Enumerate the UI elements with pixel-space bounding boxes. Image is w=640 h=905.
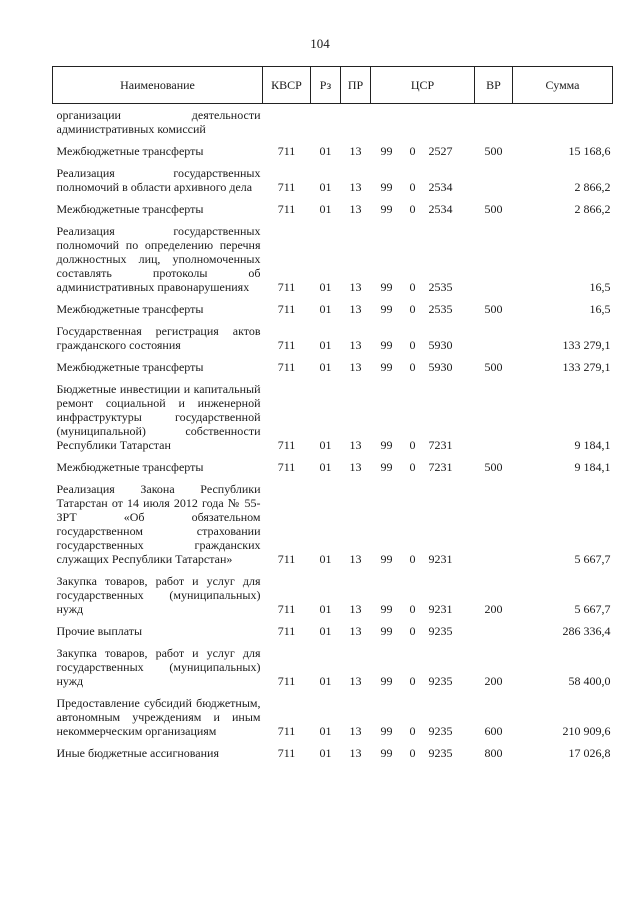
cell-pr bbox=[341, 104, 371, 137]
table-row bbox=[53, 294, 613, 316]
cell-name: Реализация Закона Республики Татарстан от 14 июля 2012 года № 55-ЗРТ «Об обязательном государственном страховании государственных гражданских служащих Республики Татарстан» bbox=[56, 482, 261, 566]
cell-csr3: 9235 bbox=[428, 746, 453, 760]
cell-name: Межбюджетные трансферты bbox=[56, 302, 204, 316]
cell-kvsr: 711 bbox=[277, 724, 296, 738]
page-number: 104 bbox=[310, 36, 330, 51]
cell-vr: 800 bbox=[484, 746, 503, 760]
cell-csr2: 0 bbox=[409, 746, 416, 760]
table-row bbox=[53, 474, 613, 566]
cell-rz: 01 bbox=[319, 302, 332, 316]
cell-csr2: 0 bbox=[409, 144, 416, 158]
cell-name: Межбюджетные трансферты bbox=[56, 202, 204, 216]
cell-pr: 13 bbox=[349, 674, 362, 688]
cell-csr3: 2527 bbox=[428, 144, 453, 158]
cell-pr: 13 bbox=[349, 280, 362, 294]
cell-csr1 bbox=[371, 104, 403, 137]
cell-pr: 13 bbox=[349, 202, 362, 216]
header-kvsr: КВСР bbox=[263, 67, 311, 104]
cell-name: Межбюджетные трансферты bbox=[56, 144, 204, 158]
table-row bbox=[53, 136, 613, 158]
cell-rz: 01 bbox=[319, 624, 332, 638]
cell-name: Бюджетные инвестиции и капитальный ремонт социальной и инженерной инфраструктуры государственной (муниципальной) собственности Республики Татарстан bbox=[56, 382, 261, 452]
cell-csr1: 99 bbox=[380, 280, 393, 294]
cell-csr2: 0 bbox=[409, 280, 416, 294]
cell-name: Реализация государственных полномочий по определению перечня должностных лиц, уполномоченных составлять протоколы об административных правонарушениях bbox=[56, 224, 261, 294]
cell-csr2: 0 bbox=[409, 552, 416, 566]
cell-kvsr: 711 bbox=[277, 602, 296, 616]
cell-name: Закупка товаров, работ и услуг для государственных (муниципальных) нужд bbox=[56, 646, 261, 688]
cell-rz: 01 bbox=[319, 180, 332, 194]
table-row bbox=[53, 104, 613, 137]
cell-sum: 210 909,6 bbox=[562, 724, 611, 738]
cell-csr2: 0 bbox=[409, 438, 416, 452]
cell-rz: 01 bbox=[319, 724, 332, 738]
cell-name: Реализация государственных полномочий в области архивного дела bbox=[56, 166, 261, 194]
cell-pr: 13 bbox=[349, 180, 362, 194]
cell-csr2: 0 bbox=[409, 460, 416, 474]
cell-csr2: 0 bbox=[409, 674, 416, 688]
cell-vr: 500 bbox=[484, 460, 503, 474]
cell-pr: 13 bbox=[349, 624, 362, 638]
table-header bbox=[53, 67, 613, 104]
cell-csr3: 9235 bbox=[428, 674, 453, 688]
cell-kvsr: 711 bbox=[277, 280, 296, 294]
cell-rz: 01 bbox=[319, 460, 332, 474]
cell-sum: 58 400,0 bbox=[568, 674, 611, 688]
header-name: Наименование bbox=[53, 67, 263, 104]
table-row bbox=[53, 638, 613, 688]
cell-pr: 13 bbox=[349, 602, 362, 616]
table-row bbox=[53, 616, 613, 638]
cell-sum: 286 336,4 bbox=[562, 624, 611, 638]
cell-vr: 500 bbox=[484, 360, 503, 374]
cell-pr: 13 bbox=[349, 746, 362, 760]
table-row bbox=[53, 738, 613, 760]
cell-csr1: 99 bbox=[380, 360, 393, 374]
cell-rz: 01 bbox=[319, 202, 332, 216]
header-csr: ЦСР bbox=[371, 67, 475, 104]
cell-kvsr: 711 bbox=[277, 360, 296, 374]
cell-csr3: 9235 bbox=[428, 724, 453, 738]
cell-csr1: 99 bbox=[380, 460, 393, 474]
cell-rz: 01 bbox=[319, 552, 332, 566]
header-pr: ПР bbox=[341, 67, 371, 104]
cell-vr: 500 bbox=[484, 144, 503, 158]
cell-vr bbox=[475, 316, 513, 352]
cell-sum: 9 184,1 bbox=[574, 460, 611, 474]
cell-pr: 13 bbox=[349, 438, 362, 452]
cell-csr1: 99 bbox=[380, 552, 393, 566]
cell-name: Предоставление субсидий бюджетным, автономным учреждениям и иным некоммерческим организациям bbox=[56, 696, 261, 738]
table-row bbox=[53, 316, 613, 352]
cell-csr2: 0 bbox=[409, 624, 416, 638]
cell-vr: 600 bbox=[484, 724, 503, 738]
table-row bbox=[53, 158, 613, 194]
table-row bbox=[53, 194, 613, 216]
table-row bbox=[53, 374, 613, 452]
cell-csr1: 99 bbox=[380, 338, 393, 352]
cell-csr3 bbox=[423, 104, 475, 137]
cell-rz: 01 bbox=[319, 144, 332, 158]
header-rz: Рз bbox=[311, 67, 341, 104]
cell-csr1: 99 bbox=[380, 674, 393, 688]
cell-kvsr: 711 bbox=[277, 144, 296, 158]
cell-rz: 01 bbox=[319, 602, 332, 616]
cell-csr3: 2535 bbox=[428, 280, 453, 294]
cell-csr3: 5930 bbox=[428, 360, 453, 374]
cell-rz: 01 bbox=[319, 438, 332, 452]
cell-csr3: 9231 bbox=[428, 602, 453, 616]
cell-vr bbox=[475, 616, 513, 638]
table-row bbox=[53, 216, 613, 294]
table-row bbox=[53, 452, 613, 474]
cell-csr3: 2534 bbox=[428, 202, 453, 216]
cell-name: Межбюджетные трансферты bbox=[56, 360, 204, 374]
cell-vr bbox=[475, 158, 513, 194]
cell-name: Закупка товаров, работ и услуг для государственных (муниципальных) нужд bbox=[56, 574, 261, 616]
cell-csr2: 0 bbox=[409, 302, 416, 316]
cell-rz: 01 bbox=[319, 674, 332, 688]
cell-rz: 01 bbox=[319, 338, 332, 352]
cell-csr1: 99 bbox=[380, 602, 393, 616]
cell-vr bbox=[475, 216, 513, 294]
cell-pr: 13 bbox=[349, 360, 362, 374]
cell-csr3: 7231 bbox=[428, 438, 453, 452]
table-body bbox=[53, 104, 613, 761]
cell-vr bbox=[475, 104, 513, 137]
cell-sum: 133 279,1 bbox=[562, 360, 611, 374]
cell-rz bbox=[311, 104, 341, 137]
cell-csr2: 0 bbox=[409, 602, 416, 616]
cell-csr1: 99 bbox=[380, 624, 393, 638]
cell-vr: 500 bbox=[484, 302, 503, 316]
cell-pr: 13 bbox=[349, 460, 362, 474]
cell-kvsr: 711 bbox=[277, 338, 296, 352]
cell-csr3: 9231 bbox=[428, 552, 453, 566]
cell-sum bbox=[513, 104, 613, 137]
table-row bbox=[53, 688, 613, 738]
cell-kvsr: 711 bbox=[277, 552, 296, 566]
cell-sum: 2 866,2 bbox=[574, 202, 611, 216]
cell-csr2: 0 bbox=[409, 338, 416, 352]
cell-name: Иные бюджетные ассигнования bbox=[56, 746, 219, 760]
cell-csr3: 2535 bbox=[428, 302, 453, 316]
cell-csr2 bbox=[403, 104, 423, 137]
cell-csr1: 99 bbox=[380, 144, 393, 158]
cell-csr3: 2534 bbox=[428, 180, 453, 194]
cell-csr2: 0 bbox=[409, 360, 416, 374]
cell-sum: 16,5 bbox=[589, 302, 611, 316]
header-vr: ВР bbox=[475, 67, 513, 104]
cell-csr2: 0 bbox=[409, 202, 416, 216]
cell-sum: 133 279,1 bbox=[562, 338, 611, 352]
cell-pr: 13 bbox=[349, 552, 362, 566]
cell-csr2: 0 bbox=[409, 724, 416, 738]
table-row bbox=[53, 566, 613, 616]
cell-kvsr: 711 bbox=[277, 180, 296, 194]
cell-name: Межбюджетные трансферты bbox=[56, 460, 204, 474]
cell-sum: 5 667,7 bbox=[574, 602, 611, 616]
cell-kvsr: 711 bbox=[277, 202, 296, 216]
cell-csr3: 9235 bbox=[428, 624, 453, 638]
cell-rz: 01 bbox=[319, 746, 332, 760]
cell-vr bbox=[475, 374, 513, 452]
cell-kvsr: 711 bbox=[277, 746, 296, 760]
table-row bbox=[53, 352, 613, 374]
cell-kvsr: 711 bbox=[277, 460, 296, 474]
cell-csr1: 99 bbox=[380, 438, 393, 452]
cell-csr3: 5930 bbox=[428, 338, 453, 352]
cell-pr: 13 bbox=[349, 724, 362, 738]
cell-kvsr: 711 bbox=[277, 674, 296, 688]
cell-vr bbox=[475, 474, 513, 566]
cell-vr: 200 bbox=[484, 602, 503, 616]
budget-table bbox=[52, 66, 613, 760]
cell-kvsr: 711 bbox=[277, 624, 296, 638]
cell-rz: 01 bbox=[319, 280, 332, 294]
cell-name: организации деятельности административных комиссий bbox=[56, 108, 261, 136]
cell-csr1: 99 bbox=[380, 302, 393, 316]
cell-csr1: 99 bbox=[380, 746, 393, 760]
cell-sum: 2 866,2 bbox=[574, 180, 611, 194]
cell-pr: 13 bbox=[349, 338, 362, 352]
cell-vr: 200 bbox=[484, 674, 503, 688]
cell-csr2: 0 bbox=[409, 180, 416, 194]
cell-pr: 13 bbox=[349, 302, 362, 316]
cell-vr: 500 bbox=[484, 202, 503, 216]
header-sum: Сумма bbox=[513, 67, 613, 104]
cell-kvsr bbox=[263, 104, 311, 137]
cell-sum: 15 168,6 bbox=[568, 144, 611, 158]
cell-csr1: 99 bbox=[380, 202, 393, 216]
cell-rz: 01 bbox=[319, 360, 332, 374]
cell-csr1: 99 bbox=[380, 724, 393, 738]
cell-name: Прочие выплаты bbox=[56, 624, 143, 638]
cell-sum: 16,5 bbox=[589, 280, 611, 294]
cell-kvsr: 711 bbox=[277, 302, 296, 316]
cell-kvsr: 711 bbox=[277, 438, 296, 452]
cell-name: Государственная регистрация актов гражданского состояния bbox=[56, 324, 261, 352]
cell-sum: 17 026,8 bbox=[568, 746, 611, 760]
cell-csr3: 7231 bbox=[428, 460, 453, 474]
cell-sum: 9 184,1 bbox=[574, 438, 611, 452]
cell-csr1: 99 bbox=[380, 180, 393, 194]
cell-sum: 5 667,7 bbox=[574, 552, 611, 566]
cell-pr: 13 bbox=[349, 144, 362, 158]
